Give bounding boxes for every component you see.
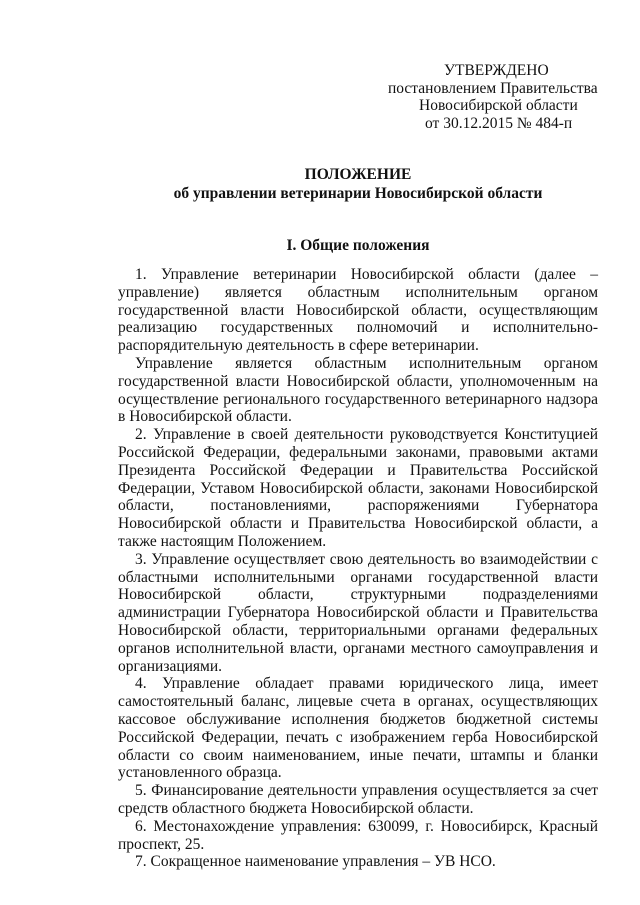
- paragraph-1: 1. Управление ветеринарии Новосибирской области (далее – управление) является областным исполнительным органом государственной власти Новосибирской области, осуществляющим реализацию государственных полномочий и исполнительно-распорядительную деятельность в сфере ветеринарии.: [118, 266, 598, 355]
- paragraph-3: 3. Управление осуществляет свою деятельность во взаимодействии с областными исполнительными органами государственной власти Новосибирской области, структурными подразделениями администрации Губернатора Новосибирской области и Правительства Новосибирской области, территориальными органами федеральных органов исполнительной власти, органами местного самоуправления и организациями.: [118, 550, 598, 675]
- approval-decree-line: постановлением Правительства: [388, 79, 598, 97]
- approval-date-number: от 30.12.2015 № 484-п: [425, 114, 573, 132]
- paragraph-7: 7. Сокращенное наименование управления – УВ НСО.: [135, 853, 496, 871]
- document-title: [118, 165, 598, 203]
- approval-region-line: Новосибирской области: [419, 97, 578, 115]
- document-title-subheading: об управлении ветеринарии Новосибирской области: [173, 185, 543, 202]
- paragraph-5: 5. Финансирование деятельности управления осуществляется за счет средств областного бюджета Новосибирской области.: [118, 782, 598, 817]
- paragraph-4: 4. Управление обладает правами юридического лица, имеет самостоятельный баланс, лицевые счета в органах, осуществляющих кассовое обслуживание исполнения бюджетов бюджетной системы Российской Федерации, печать с изображением герба Новосибирской области со своим наименованием, иные печати, штампы и бланки установленного образца.: [118, 675, 598, 782]
- section-title: I. Общие положения: [286, 237, 430, 254]
- document-body: [118, 266, 598, 871]
- approval-heading: УТВЕРЖДЕНО: [444, 62, 549, 79]
- paragraph-6: 6. Местонахождение управления: 630099, г. Новосибирск, Красный проспект, 25.: [118, 817, 598, 853]
- approval-stamp: [378, 62, 608, 132]
- paragraph-1-continued: Управление является областным исполнительным органом государственной власти Новосибирской области, уполномоченным на осуществление регионального государственного ветеринарного надзора в Новосибирской области.: [118, 354, 598, 426]
- document-title-heading: ПОЛОЖЕНИЕ: [304, 166, 412, 183]
- paragraph-2: 2. Управление в своей деятельности руководствуется Конституцией Российской Федерации, федеральными законами, правовыми актами Президента Российской Федерации и Правительства Российской Федерации, Уставом Новосибирской области, законами Новосибирской области, постановлениями, распоряжениями Губернатора Новосибирской области и Правительства Новосибирской области, а также настоящим Положением.: [118, 426, 598, 550]
